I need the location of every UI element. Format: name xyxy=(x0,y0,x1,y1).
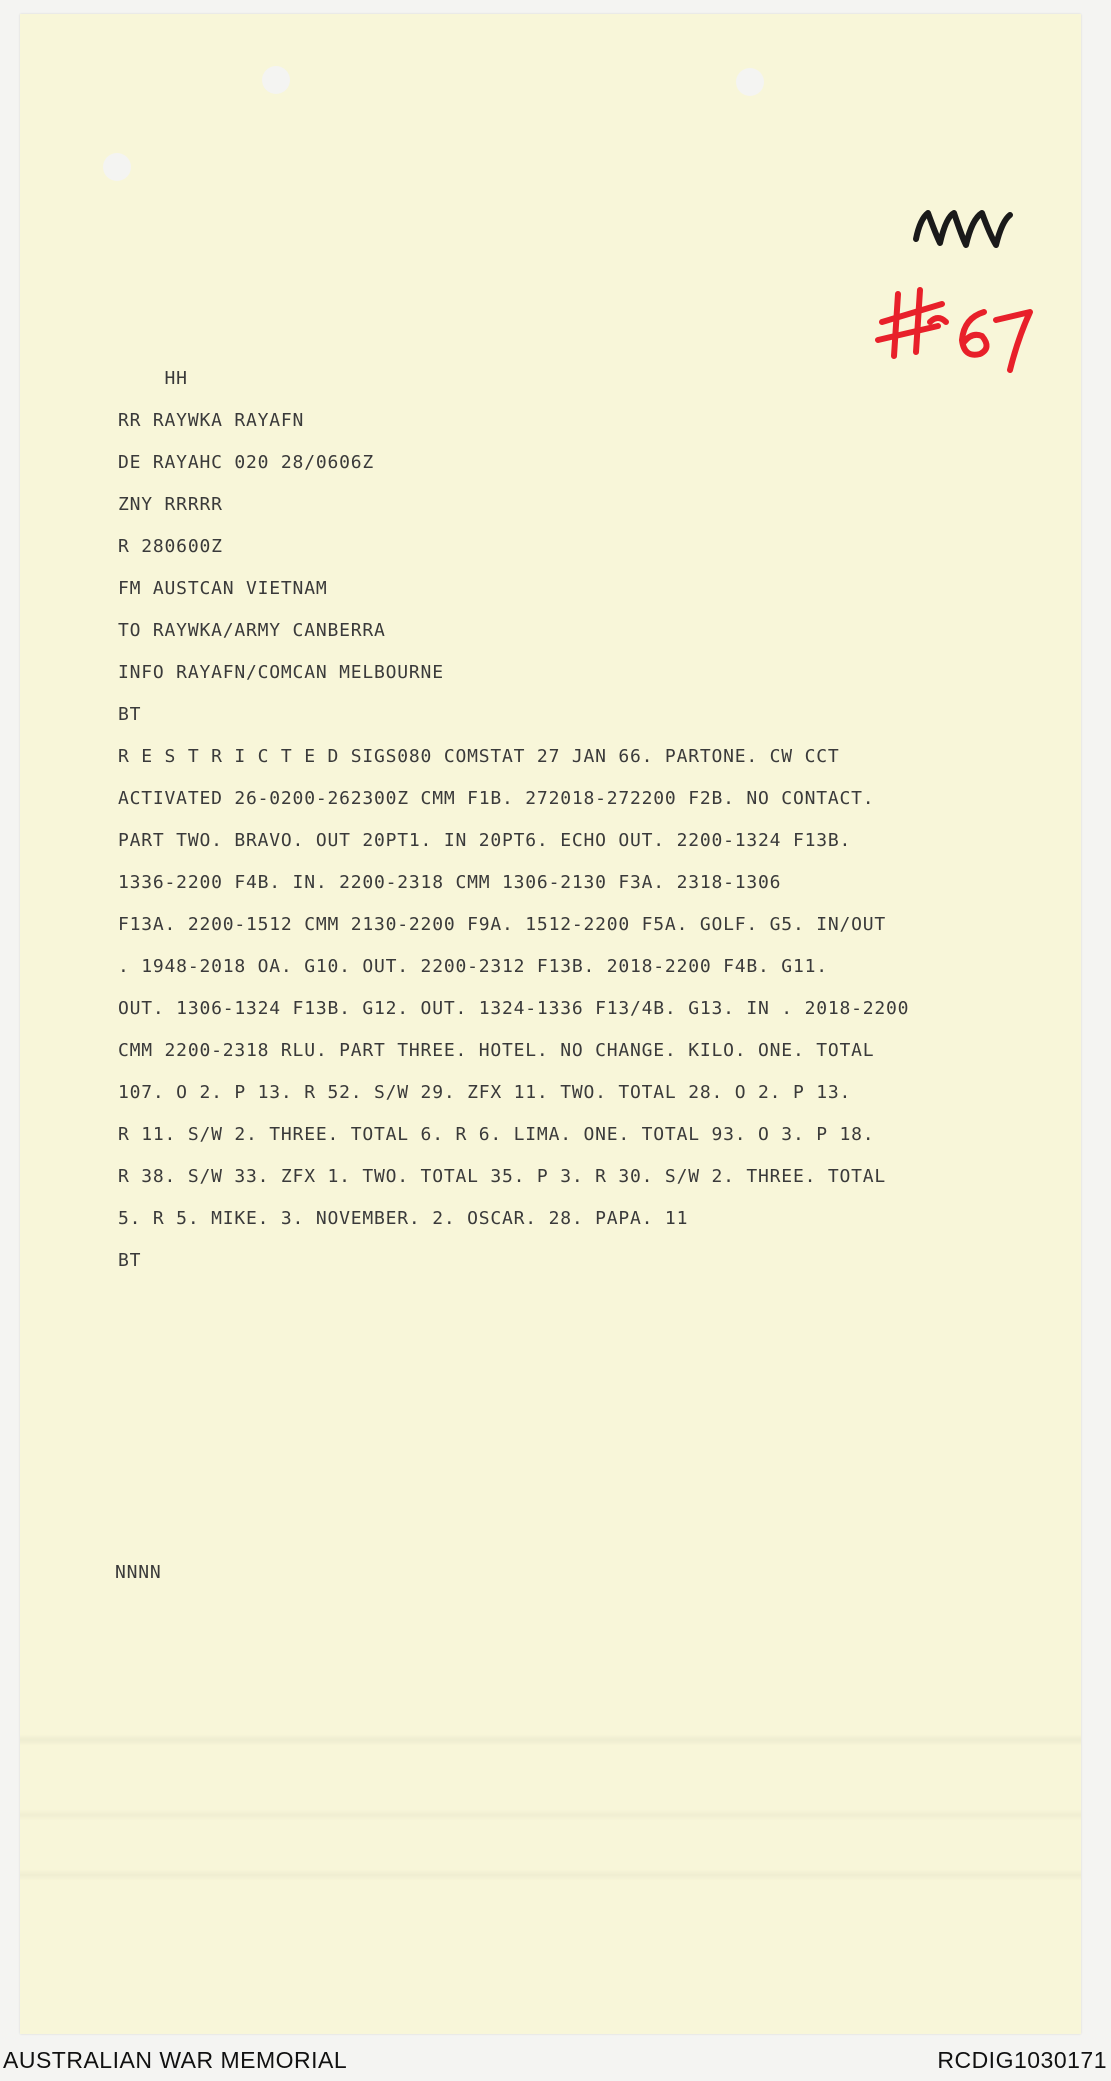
telex-line: ACTIVATED 26-0200-262300Z CMM F1B. 272018-272200 F2B. NO CONTACT. xyxy=(118,788,875,809)
telex-line: BT xyxy=(118,1250,142,1271)
telex-line: R 280600Z xyxy=(118,536,223,557)
telex-line: R 38. S/W 33. ZFX 1. TWO. TOTAL 35. P 3. R 30. S/W 2. THREE. TOTAL xyxy=(118,1166,887,1187)
telex-line: DE RAYAHC 020 28/0606Z xyxy=(118,452,375,473)
telex-sheet xyxy=(20,14,1081,2034)
telex-line: F13A. 2200-1512 CMM 2130-2200 F9A. 1512-2200 F5A. GOLF. G5. IN/OUT xyxy=(118,914,887,935)
telex-line: ZNY RRRRR xyxy=(118,494,223,515)
telex-line: PART TWO. BRAVO. OUT 20PT1. IN 20PT6. ECHO OUT. 2200-1324 F13B. xyxy=(118,830,852,851)
telex-line: R 11. S/W 2. THREE. TOTAL 6. R 6. LIMA. ONE. TOTAL 93. O 3. P 18. xyxy=(118,1124,875,1145)
handwritten-m-mark xyxy=(910,199,1020,259)
telex-line: 5. R 5. MIKE. 3. NOVEMBER. 2. OSCAR. 28. PAPA. 11 xyxy=(118,1208,689,1229)
telex-line: R E S T R I C T E D SIGS080 COMSTAT 27 JAN 66. PARTONE. CW CCT xyxy=(118,746,840,767)
footer-institution: AUSTRALIAN WAR MEMORIAL xyxy=(3,2047,348,2073)
telex-line: RR RAYWKA RAYAFN xyxy=(118,410,305,431)
end-of-message-marker: NNNN xyxy=(115,1562,162,1583)
footer-reference-id: RCDIG1030171 xyxy=(937,2047,1107,2073)
telex-line: 1336-2200 F4B. IN. 2200-2318 CMM 1306-2130 F3A. 2318-1306 xyxy=(118,872,782,893)
telex-line: TO RAYWKA/ARMY CANBERRA xyxy=(118,620,386,641)
telex-line: INFO RAYAFN/COMCAN MELBOURNE xyxy=(118,662,444,683)
punch-hole xyxy=(736,68,764,96)
telex-message-body xyxy=(118,358,1018,1282)
punch-hole xyxy=(103,153,131,181)
telex-line: . 1948-2018 OA. G10. OUT. 2200-2312 F13B. 2018-2200 F4B. G11. xyxy=(118,956,828,977)
telex-line: FM AUSTCAN VIETNAM xyxy=(118,578,328,599)
telex-line: HH xyxy=(118,368,188,389)
telex-line: OUT. 1306-1324 F13B. G12. OUT. 1324-1336 F13/4B. G13. IN . 2018-2200 xyxy=(118,998,910,1019)
telex-line: CMM 2200-2318 RLU. PART THREE. HOTEL. NO CHANGE. KILO. ONE. TOTAL xyxy=(118,1040,875,1061)
telex-line: 107. O 2. P 13. R 52. S/W 29. ZFX 11. TWO. TOTAL 28. O 2. P 13. xyxy=(118,1082,852,1103)
telex-line: BT xyxy=(118,704,142,725)
punch-hole xyxy=(262,66,290,94)
